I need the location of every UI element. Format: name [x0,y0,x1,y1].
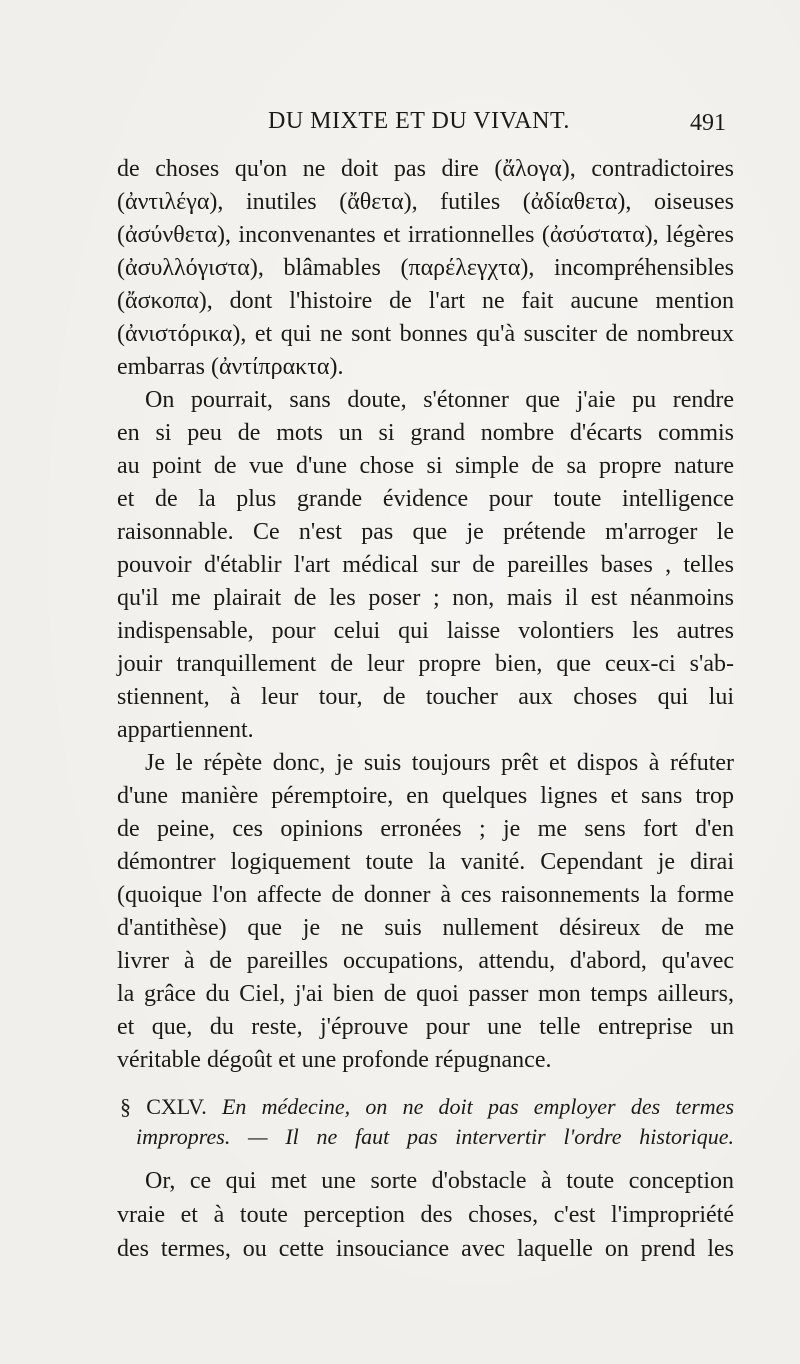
text-line: en si peu de mots un si grand nombre d'écarts commis [117,420,734,446]
text-line: jouir tranquillement de leur propre bien, que ceux-ci s'ab- [117,651,734,677]
text-line: (ἀνιστόρικα), et qui ne sont bonnes qu'à susciter de nombreux [117,321,734,347]
text-line: au point de vue d'une chose si simple de sa propre nature [117,453,734,479]
text-line: d'antithèse) que je ne suis nullement désireux de me [117,915,734,941]
paragraph-first-line: Or, ce qui met une sorte d'obstacle à toute conception [145,1168,734,1194]
text-line: (ἀσυλλόγιστα), blâmables (παρέλεγχτα), incompréhensibles [117,255,734,281]
page-number: 491 [690,110,726,136]
text-line: vraie et à toute perception des choses, c'est l'impropriété [117,1202,734,1228]
paragraph-first-line: On pourrait, sans doute, s'étonner que j'aie pu rendre [145,387,734,413]
text-line: (ἀντιλέγα), inutiles (ἄθετα), futiles (ἀδίαθετα), oiseuses [117,189,734,215]
text-line: pouvoir d'établir l'art médical sur de pareilles bases , telles [117,552,734,578]
text-line: de choses qu'on ne doit pas dire (ἄλογα), contradictoires [117,156,734,182]
section-title-part-2: impropres. — Il ne faut pas intervertir l'ordre historique. [136,1124,734,1149]
page-header [0,108,800,142]
text-line: (ἀσύνθετα), inconvenantes et irrationnelles (ἀσύστατα), légères [117,222,734,248]
text-line: véritable dégoût et une profonde répugnance. [117,1047,552,1073]
text-line: embarras (ἀντίπρακτα). [117,354,344,380]
text-line: d'une manière péremptoire, en quelques lignes et sans trop [117,783,734,809]
text-line: et que, du reste, j'éprouve pour une telle entreprise un [117,1014,734,1040]
text-line: qu'il me plairait de les poser ; non, mais il est néanmoins [117,585,734,611]
text-line: livrer à de pareilles occupations, attendu, d'abord, qu'avec [117,948,734,974]
paragraph-first-line: Je le répète donc, je suis toujours prêt et dispos à réfuter [145,750,734,776]
running-title: DU MIXTE ET DU VIVANT. [268,108,570,134]
text-line: indispensable, pour celui qui laisse volontiers les autres [117,618,734,644]
section-heading-line-1 [120,1090,734,1124]
section-marker: § CXLV. [120,1094,207,1119]
text-line: (quoique l'on affecte de donner à ces raisonnements la forme [117,882,734,908]
section-title-part-1: En médecine, on ne doit pas employer des termes [221,1094,735,1119]
text-line: (ἄσκοπα), dont l'histoire de l'art ne fait aucune mention [117,288,734,314]
text-line: des termes, ou cette insouciance avec laquelle on prend les [117,1236,734,1262]
text-line: raisonnable. Ce n'est pas que je prétende m'arroger le [117,519,734,545]
text-line: appartiennent. [117,717,254,743]
text-line: et de la plus grande évidence pour toute intelligence [117,486,734,512]
text-line: la grâce du Ciel, j'ai bien de quoi passer mon temps ailleurs, [117,981,734,1007]
text-line: de peine, ces opinions erronées ; je me sens fort d'en [117,816,734,842]
text-line: stiennent, à leur tour, de toucher aux choses qui lui [117,684,734,710]
text-line: démontrer logiquement toute la vanité. Cependant je dirai [117,849,734,875]
